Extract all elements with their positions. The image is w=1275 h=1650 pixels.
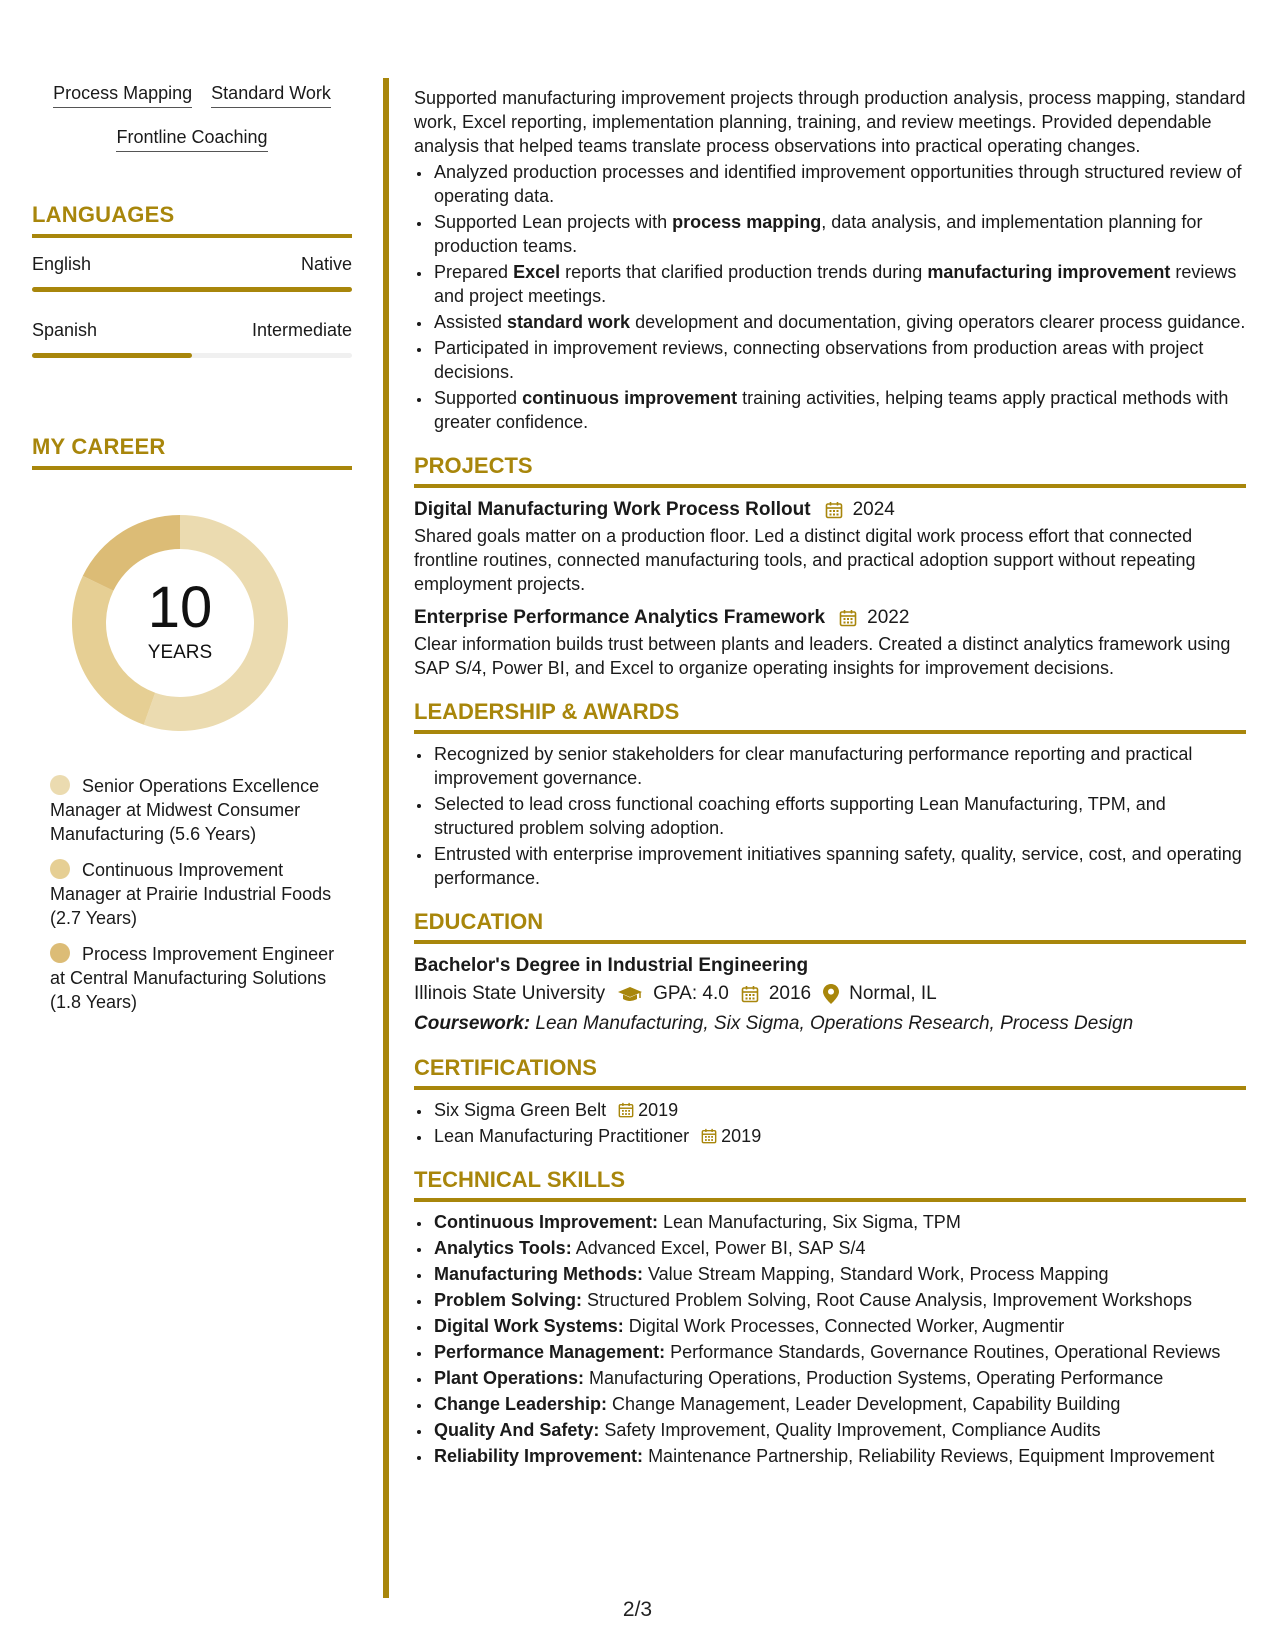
skill-category: Problem Solving: xyxy=(434,1290,583,1310)
coursework-list: Lean Manufacturing, Six Sigma, Operations Research, Process Design xyxy=(530,1013,1134,1034)
technical-skills-heading: TECHNICAL SKILLS xyxy=(414,1168,1246,1202)
education-year: 2016 xyxy=(768,983,812,1004)
calendar-icon xyxy=(839,609,857,627)
career-legend-item xyxy=(50,858,340,930)
language-proficiency-fill xyxy=(32,287,352,292)
technical-skill-item xyxy=(432,1392,1246,1416)
language-proficiency-bar xyxy=(32,353,352,358)
bullet-keyword: manufacturing improvement xyxy=(927,262,1171,282)
project-year: 2024 xyxy=(852,499,895,520)
languages-heading: LANGUAGES xyxy=(32,202,352,238)
skill-values: Advanced Excel, Power BI, SAP S/4 xyxy=(571,1238,866,1258)
career-legend-item xyxy=(50,774,340,846)
skill-category: Plant Operations: xyxy=(434,1368,585,1388)
skill-category: Digital Work Systems: xyxy=(434,1316,624,1336)
skill-tag: Process Mapping xyxy=(53,82,192,108)
certification-name: • Six Sigma Green Belt xyxy=(434,1100,607,1120)
project-name: Digital Manufacturing Work Process Rollout xyxy=(414,499,811,520)
skill-values: Safety Improvement, Quality Improvement, Compliance Audits xyxy=(599,1420,1101,1440)
project-description: Clear information builds trust between plants and leaders. Created a distinct analytics framework using SAP S/4, Power BI, and Excel to organize operating insights for improvement decisions. xyxy=(414,634,1231,678)
education-school: Illinois State University xyxy=(414,983,606,1004)
technical-skill-item xyxy=(432,1340,1246,1364)
skill-values: Change Management, Leader Development, Capability Building xyxy=(607,1394,1121,1414)
donut-center xyxy=(65,575,295,664)
bullet-keyword: Excel xyxy=(513,262,561,282)
bullet-text: Assisted xyxy=(434,312,508,332)
career-legend-text: Senior Operations Excellence Manager at Midwest Consumer Manufacturing (5.6 Years) xyxy=(50,776,320,844)
legend-dot xyxy=(50,775,70,795)
project-item xyxy=(414,606,1246,680)
language-proficiency-fill xyxy=(32,353,192,358)
leadership-item: • Recognized by senior stakeholders for clear manufacturing performance reporting and practical improvement governance. xyxy=(432,742,1246,790)
technical-skill-item xyxy=(432,1210,1246,1234)
career-years-unit: YEARS xyxy=(147,642,213,663)
project-item xyxy=(414,498,1246,596)
education-coursework xyxy=(414,1012,1246,1036)
leadership-item: • Selected to lead cross functional coaching efforts supporting Lean Manufacturing, TPM, and structured problem solving adoption. xyxy=(432,792,1246,840)
skill-values: Manufacturing Operations, Production Systems, Operating Performance xyxy=(584,1368,1164,1388)
bullet-text: Prepared xyxy=(434,262,514,282)
technical-skill-item xyxy=(432,1366,1246,1390)
language-level: Intermediate xyxy=(251,320,352,340)
leadership-heading: LEADERSHIP & AWARDS xyxy=(414,700,1246,734)
experience-bullet xyxy=(432,336,1246,384)
career-legend-item xyxy=(50,942,340,1014)
project-description: Shared goals matter on a production floor. Led a distinct digital work process effort that connected frontline routines, connected manufacturing tools, and practical adoption support without repeating employment projects. xyxy=(414,526,1196,594)
technical-skill-item xyxy=(432,1288,1246,1312)
main-content xyxy=(414,86,1246,1470)
page-number: 2/3 xyxy=(622,1598,653,1621)
certification-year: 2019 xyxy=(721,1126,762,1146)
skill-values: Lean Manufacturing, Six Sigma, TPM xyxy=(658,1212,961,1232)
experience-summary: Supported manufacturing improvement projects through production analysis, process mapping, standard work, Excel reporting, implementation planning, training, and review meetings. Provided dependable analysis that helped teams translate process observations into practical operating changes. xyxy=(414,88,1246,156)
experience-bullet xyxy=(432,386,1246,434)
column-divider xyxy=(383,78,389,1598)
language-name: English xyxy=(32,254,92,274)
bullet-text: reports that clarified production trends during xyxy=(560,262,928,282)
bullet-text: reviews and project meetings. xyxy=(434,262,1237,306)
skill-category: Performance Management: xyxy=(434,1342,666,1362)
career-legend xyxy=(32,774,340,1014)
leadership-list xyxy=(414,742,1246,890)
career-legend-text: Process Improvement Engineer at Central Manufacturing Solutions (1.8 Years) xyxy=(50,944,335,1012)
bullet-text: , data analysis, and implementation planning for production teams. xyxy=(434,212,1203,256)
skill-category: Quality And Safety: xyxy=(434,1420,600,1440)
skill-tags xyxy=(32,82,352,170)
skill-values: Maintenance Partnership, Reliability Reviews, Equipment Improvement xyxy=(643,1446,1215,1466)
education-heading: EDUCATION xyxy=(414,910,1246,944)
language-item xyxy=(32,254,352,292)
bullet-text: Analyzed production processes and identified improvement opportunities through structured review of operating data. xyxy=(434,162,1242,206)
skill-category: Continuous Improvement: xyxy=(434,1212,658,1232)
sidebar xyxy=(32,82,352,1026)
certification-year: 2019 xyxy=(638,1100,679,1120)
language-level: Native xyxy=(300,254,352,274)
coursework-label: Coursework: xyxy=(414,1013,531,1034)
calendar-icon xyxy=(701,1128,717,1144)
projects-heading: PROJECTS xyxy=(414,454,1246,488)
skill-tag: Standard Work xyxy=(211,82,331,108)
experience-bullets xyxy=(414,160,1246,434)
certifications-list xyxy=(414,1098,1246,1148)
skill-tag: Frontline Coaching xyxy=(116,126,267,152)
certification-item xyxy=(432,1124,1246,1148)
bullet-text: training activities, helping teams apply practical methods with greater confidence. xyxy=(434,388,1229,432)
bullet-text: Participated in improvement reviews, connecting observations from production areas with project decisions. xyxy=(434,338,1204,382)
certification-name: • Lean Manufacturing Practitioner xyxy=(434,1126,690,1146)
bullet-text: development and documentation, giving operators clearer process guidance. xyxy=(630,312,1246,332)
leadership-item: • Entrusted with enterprise improvement initiatives spanning safety, quality, service, cost, and operating performance. xyxy=(432,842,1246,890)
skill-values: Performance Standards, Governance Routines, Operational Reviews xyxy=(665,1342,1221,1362)
career-legend-text: Continuous Improvement Manager at Prairie Industrial Foods (2.7 Years) xyxy=(50,860,332,928)
technical-skill-item xyxy=(432,1262,1246,1286)
skill-category: Change Leadership: xyxy=(434,1394,608,1414)
legend-dot xyxy=(50,859,70,879)
skill-values: Structured Problem Solving, Root Cause Analysis, Improvement Workshops xyxy=(582,1290,1192,1310)
skill-category: Reliability Improvement: xyxy=(434,1446,644,1466)
skill-category: Analytics Tools: xyxy=(434,1238,572,1258)
calendar-icon xyxy=(741,985,759,1003)
calendar-icon xyxy=(618,1102,634,1118)
legend-dot xyxy=(50,943,70,963)
language-name: Spanish xyxy=(32,320,98,340)
education-entry xyxy=(414,954,1246,1036)
bullet-text: Supported xyxy=(434,388,523,408)
experience-bullet xyxy=(432,210,1246,258)
bullet-keyword: standard work xyxy=(507,312,631,332)
bullet-keyword: process mapping xyxy=(672,212,822,232)
certification-item xyxy=(432,1098,1246,1122)
bullet-keyword: continuous improvement xyxy=(522,388,738,408)
experience-bullet xyxy=(432,260,1246,308)
career-heading: MY CAREER xyxy=(32,434,352,470)
calendar-icon xyxy=(825,501,843,519)
technical-skill-item xyxy=(432,1418,1246,1442)
skill-category: Manufacturing Methods: xyxy=(434,1264,643,1284)
education-gpa: GPA: 4.0 xyxy=(653,983,729,1004)
graduation-cap-icon xyxy=(617,985,643,1003)
education-degree: Bachelor's Degree in Industrial Engineering xyxy=(414,955,809,976)
education-location: Normal, IL xyxy=(849,983,937,1004)
career-years-number: 10 xyxy=(147,575,213,640)
project-name: Enterprise Performance Analytics Framework xyxy=(414,607,826,628)
location-pin-icon xyxy=(823,984,839,1004)
technical-skill-item xyxy=(432,1314,1246,1338)
technical-skill-item xyxy=(432,1236,1246,1260)
technical-skill-item xyxy=(432,1444,1246,1468)
skill-values: Digital Work Processes, Connected Worker, Augmentir xyxy=(623,1316,1065,1336)
language-proficiency-bar xyxy=(32,287,352,292)
experience-bullet xyxy=(432,160,1246,208)
technical-skills-list xyxy=(414,1210,1246,1468)
experience-bullet xyxy=(432,310,1246,334)
career-donut-chart xyxy=(65,508,295,738)
certifications-heading: CERTIFICATIONS xyxy=(414,1056,1246,1090)
skill-values: Value Stream Mapping, Standard Work, Process Mapping xyxy=(643,1264,1109,1284)
language-item xyxy=(32,320,352,358)
project-year: 2022 xyxy=(867,607,910,628)
bullet-text: Supported Lean projects with xyxy=(434,212,673,232)
